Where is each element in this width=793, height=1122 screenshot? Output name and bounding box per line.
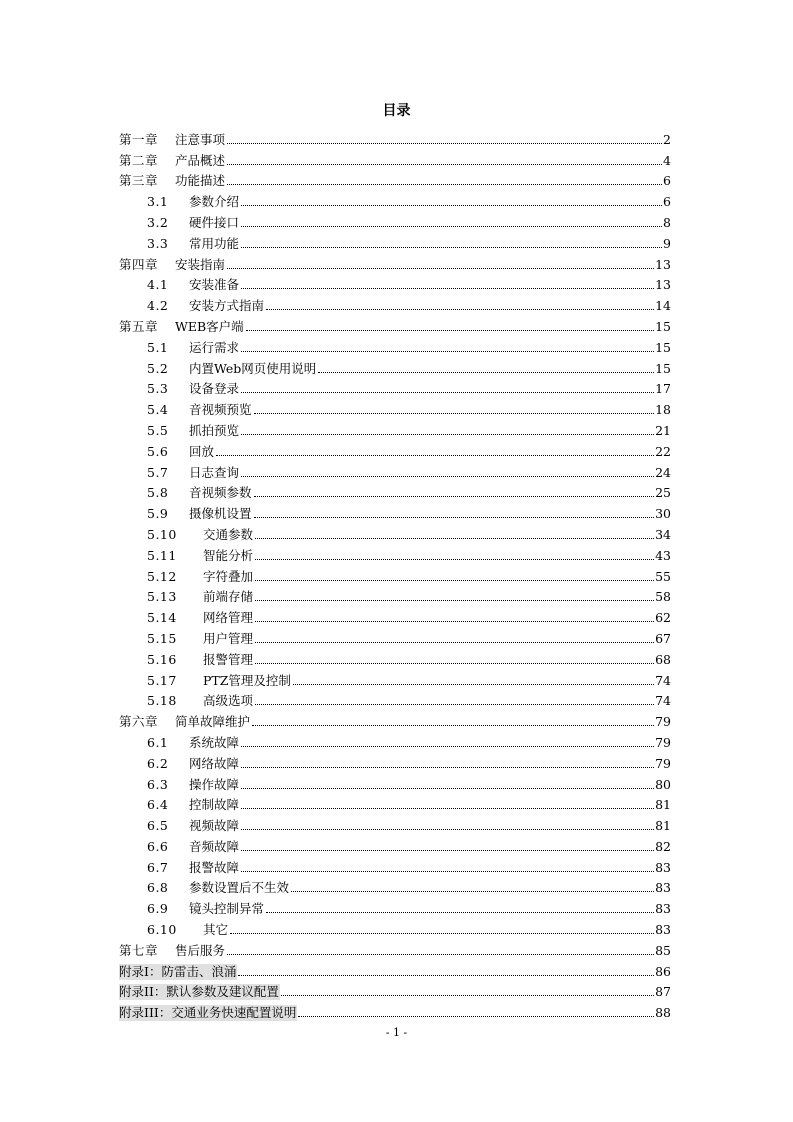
toc-entry-title: 安装指南 <box>175 256 226 272</box>
toc-entry-title: 产品概述 <box>175 152 226 168</box>
toc-entry-number: 第四章 <box>119 256 159 272</box>
toc-entry-title: 硬件接口 <box>189 214 240 230</box>
dot-leader <box>241 204 662 206</box>
toc-entry-page: 88 <box>655 1005 671 1021</box>
toc-entry[interactable] <box>119 127 671 148</box>
toc-entry-number: 5.9 <box>147 506 169 522</box>
toc-entry[interactable] <box>119 813 671 834</box>
toc-entry-page: 22 <box>655 443 671 459</box>
toc-entry-page: 81 <box>655 818 671 834</box>
toc-entry-number: 3.1 <box>147 194 169 210</box>
toc-entry-number: 6.8 <box>147 880 169 896</box>
toc-entry-title: 日志查询 <box>189 464 240 480</box>
dot-leader <box>227 267 654 269</box>
toc-entry[interactable] <box>119 876 671 897</box>
toc-entry-number: 6.10 <box>147 922 177 938</box>
toc-entry-title: 字符叠加 <box>203 568 254 584</box>
toc-entry-number: 5.8 <box>147 485 169 501</box>
toc-entry-page: 80 <box>655 776 671 792</box>
dot-leader <box>238 974 654 976</box>
toc-entry-title: 售后服务 <box>175 942 226 958</box>
toc-entry[interactable] <box>119 273 671 294</box>
toc-entry-number: 5.13 <box>147 589 177 605</box>
toc-entry-page: 14 <box>655 298 671 314</box>
toc-entry-page: 74 <box>655 672 671 688</box>
toc-entry-page: 18 <box>655 402 671 418</box>
toc-entry[interactable] <box>119 189 671 210</box>
dot-leader <box>255 537 654 539</box>
toc-entry-title: 设备登录 <box>189 381 240 397</box>
toc-entry-title: 网络管理 <box>203 610 254 626</box>
toc-entry-number: 5.18 <box>147 693 177 709</box>
toc-entry-number: 5.12 <box>147 568 177 584</box>
toc-entry-title: 控制故障 <box>189 797 240 813</box>
toc-entry[interactable] <box>119 418 671 439</box>
toc-entry-title: 简单故障维护 <box>175 714 251 730</box>
toc-entry-page: 24 <box>655 464 671 480</box>
toc-entry-title: 安装准备 <box>189 277 240 293</box>
dot-leader <box>291 890 654 892</box>
toc-entry[interactable] <box>119 605 671 626</box>
toc-entry[interactable] <box>119 938 671 959</box>
toc-entry-title: 报警管理 <box>203 651 254 667</box>
toc-entry-page: 43 <box>655 547 671 563</box>
toc-entry-number: 第六章 <box>119 714 159 730</box>
toc-entry-number: 6.4 <box>147 797 169 813</box>
toc-entry[interactable] <box>119 751 671 772</box>
toc-entry[interactable] <box>119 564 671 585</box>
toc-entry-page: 81 <box>655 797 671 813</box>
toc-entry-number: 4.1 <box>147 277 169 293</box>
toc-entry-title: WEB客户端 <box>175 318 244 334</box>
toc-entry[interactable] <box>119 1000 671 1021</box>
toc-entry-number: 6.2 <box>147 755 169 771</box>
toc-entry[interactable] <box>119 501 671 522</box>
toc-entry[interactable] <box>119 293 671 314</box>
toc-entry-title: 用户管理 <box>203 630 254 646</box>
dot-leader <box>241 475 654 477</box>
toc-entry[interactable] <box>119 668 671 689</box>
dot-leader <box>241 350 654 352</box>
toc-entry-number: 第一章 <box>119 131 159 147</box>
toc-entry[interactable] <box>119 730 671 751</box>
dot-leader <box>241 807 654 809</box>
dot-leader <box>293 683 654 685</box>
toc-entry[interactable] <box>119 252 671 273</box>
toc-entry-title: 运行需求 <box>189 339 240 355</box>
dot-leader <box>255 599 654 601</box>
toc-entry-number: 3.3 <box>147 235 169 251</box>
toc-entry-number: 第二章 <box>119 152 159 168</box>
toc-entry-page: 34 <box>655 526 671 542</box>
toc-entry-page: 13 <box>655 256 671 272</box>
toc-entry[interactable] <box>119 980 671 1001</box>
toc-entry-number: 5.16 <box>147 651 177 667</box>
toc-entry[interactable] <box>119 439 671 460</box>
toc-entry-page: 79 <box>655 714 671 730</box>
toc-entry-title: 注意事项 <box>175 131 226 147</box>
toc-entry-page: 6 <box>663 194 671 210</box>
toc-entry-title: 回放 <box>189 443 215 459</box>
toc-entry[interactable] <box>119 834 671 855</box>
toc-entry-title: 抓拍预览 <box>189 422 240 438</box>
toc-entry-page: 25 <box>655 485 671 501</box>
toc-entry[interactable] <box>119 377 671 398</box>
dot-leader <box>227 163 662 165</box>
toc-entry-page: 13 <box>655 277 671 293</box>
toc-entry-title: 前端存储 <box>203 589 254 605</box>
toc-entry-number: 5.10 <box>147 526 177 542</box>
toc-entry[interactable] <box>119 460 671 481</box>
toc-entry-page: 82 <box>655 838 671 854</box>
toc-entry-page: 15 <box>655 360 671 376</box>
toc-entry[interactable] <box>119 709 671 730</box>
dot-leader <box>298 1015 654 1017</box>
toc-entry-title: 附录III：交通业务快速配置说明 <box>119 1005 297 1021</box>
toc-entry[interactable] <box>119 896 671 917</box>
dot-leader <box>241 287 654 289</box>
toc-entry-title: 系统故障 <box>189 734 240 750</box>
dot-leader <box>241 433 654 435</box>
toc-entry-title: PTZ管理及控制 <box>203 672 291 688</box>
toc-title: 目录 <box>382 103 411 119</box>
toc-entry-title: 安装方式指南 <box>189 298 265 314</box>
toc-entry-title: 音频故障 <box>189 838 240 854</box>
dot-leader <box>252 724 654 726</box>
toc-entry-page: 83 <box>655 880 671 896</box>
toc-entry-number: 4.2 <box>147 298 169 314</box>
dot-leader <box>266 911 654 913</box>
toc-entry-title: 网络故障 <box>189 755 240 771</box>
toc-entry[interactable] <box>119 522 671 543</box>
toc-entry-page: 9 <box>663 235 671 251</box>
dot-leader <box>255 641 654 643</box>
dot-leader <box>255 703 654 705</box>
toc-entry-title: 镜头控制异常 <box>189 901 265 917</box>
toc-entry-number: 5.14 <box>147 610 177 626</box>
table-of-contents <box>119 127 671 1021</box>
dot-leader <box>227 953 654 955</box>
toc-entry-title: 参数介绍 <box>189 194 240 210</box>
dot-leader <box>318 371 654 373</box>
dot-leader <box>216 454 654 456</box>
toc-entry-title: 常用功能 <box>189 235 240 251</box>
toc-entry-number: 5.17 <box>147 672 177 688</box>
toc-entry[interactable] <box>119 397 671 418</box>
dot-leader <box>281 994 654 996</box>
toc-entry-number: 3.2 <box>147 214 169 230</box>
dot-leader <box>241 828 654 830</box>
toc-entry-page: 15 <box>655 339 671 355</box>
toc-entry-page: 58 <box>655 589 671 605</box>
toc-entry-page: 67 <box>655 630 671 646</box>
toc-entry-title: 摄像机设置 <box>189 506 252 522</box>
toc-entry-page: 8 <box>663 214 671 230</box>
dot-leader <box>254 495 655 497</box>
toc-entry-title: 附录II：默认参数及建议配置 <box>119 984 279 1000</box>
toc-entry[interactable] <box>119 793 671 814</box>
toc-entry-page: 83 <box>655 901 671 917</box>
toc-entry-title: 功能描述 <box>175 173 226 189</box>
toc-entry[interactable] <box>119 772 671 793</box>
toc-entry[interactable] <box>119 481 671 502</box>
toc-entry-title: 音视频预览 <box>189 402 252 418</box>
toc-entry-title: 附录Ⅰ：防雷击、浪涌 <box>119 963 237 979</box>
toc-entry-title: 视频故障 <box>189 818 240 834</box>
dot-leader <box>254 412 655 414</box>
dot-leader <box>241 870 654 872</box>
toc-entry-title: 音视频参数 <box>189 485 252 501</box>
dot-leader <box>246 329 654 331</box>
toc-entry-number: 5.1 <box>147 339 169 355</box>
toc-entry-page: 87 <box>655 984 671 1000</box>
dot-leader <box>241 766 654 768</box>
toc-entry[interactable] <box>119 231 671 252</box>
toc-entry-page: 83 <box>655 922 671 938</box>
toc-entry-number: 第七章 <box>119 942 159 958</box>
toc-entry-number: 5.7 <box>147 464 169 480</box>
toc-entry[interactable] <box>119 314 671 335</box>
toc-entry-title: 内置Web网页使用说明 <box>189 360 317 376</box>
toc-entry-page: 6 <box>663 173 671 189</box>
dot-leader <box>241 225 662 227</box>
toc-entry[interactable] <box>119 959 671 980</box>
page-number: - 1 - <box>385 1026 408 1039</box>
dot-leader <box>241 745 654 747</box>
toc-entry-page: 85 <box>655 942 671 958</box>
toc-entry-page: 2 <box>663 131 671 147</box>
toc-entry-number: 5.15 <box>147 630 177 646</box>
toc-entry-number: 6.6 <box>147 838 169 854</box>
toc-entry[interactable] <box>119 647 671 668</box>
toc-entry-title: 参数设置后不生效 <box>189 880 290 896</box>
dot-leader <box>227 183 662 185</box>
toc-entry[interactable] <box>119 335 671 356</box>
toc-entry-number: 6.3 <box>147 776 169 792</box>
toc-entry-number: 第五章 <box>119 318 159 334</box>
dot-leader <box>241 391 654 393</box>
toc-entry-page: 30 <box>655 506 671 522</box>
dot-leader <box>241 787 654 789</box>
toc-entry-number: 6.1 <box>147 734 169 750</box>
toc-entry[interactable] <box>119 356 671 377</box>
toc-entry[interactable] <box>119 148 671 169</box>
toc-entry-number: 6.9 <box>147 901 169 917</box>
toc-entry-page: 79 <box>655 755 671 771</box>
toc-entry-page: 15 <box>655 318 671 334</box>
toc-entry[interactable] <box>119 210 671 231</box>
toc-entry-title: 其它 <box>203 922 229 938</box>
toc-entry-title: 交通参数 <box>203 526 254 542</box>
dot-leader <box>255 662 654 664</box>
toc-entry-number: 5.3 <box>147 381 169 397</box>
dot-leader <box>241 246 662 248</box>
toc-entry-number: 5.2 <box>147 360 169 376</box>
toc-entry[interactable] <box>119 917 671 938</box>
toc-entry-title: 智能分析 <box>203 547 254 563</box>
dot-leader <box>255 620 654 622</box>
toc-entry-page: 86 <box>655 963 671 979</box>
toc-entry-number: 5.4 <box>147 402 169 418</box>
toc-entry-page: 79 <box>655 734 671 750</box>
toc-entry-page: 83 <box>655 859 671 875</box>
toc-entry-title: 高级选项 <box>203 693 254 709</box>
toc-entry-title: 报警故障 <box>189 859 240 875</box>
toc-entry-number: 第三章 <box>119 173 159 189</box>
toc-entry[interactable] <box>119 169 671 190</box>
dot-leader <box>241 849 654 851</box>
toc-entry[interactable] <box>119 689 671 710</box>
toc-entry-number: 6.7 <box>147 859 169 875</box>
toc-entry-number: 5.6 <box>147 443 169 459</box>
toc-entry-page: 4 <box>663 152 671 168</box>
toc-entry[interactable] <box>119 543 671 564</box>
dot-leader <box>255 558 654 560</box>
dot-leader <box>227 142 662 144</box>
dot-leader <box>254 516 655 518</box>
toc-entry-number: 6.5 <box>147 818 169 834</box>
toc-entry-title: 操作故障 <box>189 776 240 792</box>
toc-entry-page: 55 <box>655 568 671 584</box>
toc-entry-number: 5.11 <box>147 547 177 563</box>
toc-entry[interactable] <box>119 585 671 606</box>
dot-leader <box>266 308 654 310</box>
toc-entry[interactable] <box>119 626 671 647</box>
toc-entry-page: 21 <box>655 422 671 438</box>
toc-entry-page: 74 <box>655 693 671 709</box>
dot-leader <box>255 579 654 581</box>
toc-entry-number: 5.5 <box>147 422 169 438</box>
toc-entry-page: 68 <box>655 651 671 667</box>
toc-entry-page: 17 <box>655 381 671 397</box>
toc-entry-page: 62 <box>655 610 671 626</box>
dot-leader <box>230 932 654 934</box>
toc-entry[interactable] <box>119 855 671 876</box>
